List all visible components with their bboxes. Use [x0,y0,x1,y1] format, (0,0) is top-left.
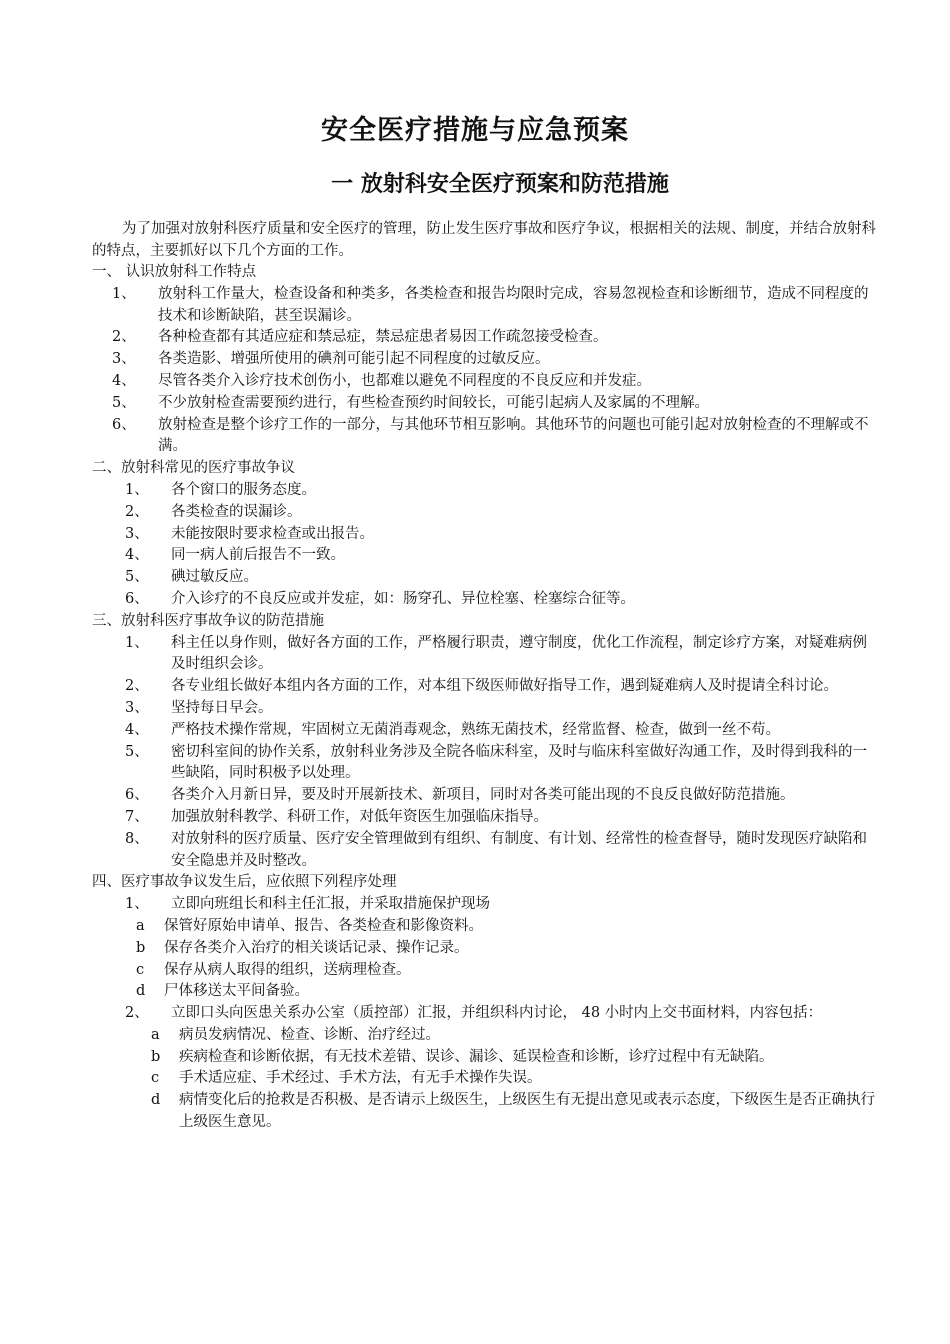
list-item [92,371,882,393]
procedure-step [92,894,882,916]
item-number: 5、 [112,394,136,411]
list-item [92,545,882,567]
sub-item-text: 病员发病情况、检查、诊断、治疗经过。 [179,1026,440,1043]
list-item [92,829,882,873]
sub-item-letter: c [151,1070,160,1087]
sub-item-text: 保存从病人取得的组织，送病理检查。 [164,961,411,978]
sub-item-letter: d [151,1092,161,1109]
list-item [92,567,882,589]
sub-item [92,981,882,1003]
list-item [92,524,882,546]
item-text: 介入诊疗的不良反应或并发症，如：肠穿孔、异位栓塞、栓塞综合征等。 [171,590,635,607]
item-number: 2、 [125,1005,149,1022]
sub-item-text: 保存各类介入治疗的相关谈话记录、操作记录。 [164,939,469,956]
item-number: 1、 [125,481,149,498]
sub-item [92,1025,882,1047]
sub-item [92,938,882,960]
item-number: 7、 [125,808,149,825]
list-item [92,349,882,371]
list-item [92,415,882,459]
sub-item-text: 尸体移送太平间备验。 [164,983,309,1000]
list-item [92,284,882,328]
sub-item-letter: b [136,939,146,956]
list-item [92,589,882,611]
item-number: 3、 [112,351,136,368]
item-text: 不少放射检查需要预约进行，有些检查预约时间较长，可能引起病人及家属的不理解。 [158,394,709,411]
item-number: 4、 [125,547,149,564]
item-text: 科主任以身作则，做好各方面的工作，严格履行职责，遵守制度，优化工作流程，制定诊疗方案，对疑难病例及时组织会诊。 [171,634,867,673]
sub-item-text: 病情变化后的抢救是否积极、是否请示上级医生，上级医生有无提出意见或表示态度，下级医生是否正确执行上级医生意见。 [179,1092,875,1131]
list-item [92,742,882,786]
chapter-heading: 一 放射科安全医疗预案和防范措施 [331,171,669,197]
item-text: 密切科室间的协作关系，放射科业务涉及全院各临床科室，及时与临床科室做好沟通工作，及时得到我科的一些缺陷，同时积极予以处理。 [171,743,867,782]
list-item [92,633,882,677]
intro-paragraph: 为了加强对放射科医疗质量和安全医疗的管理，防止发生医疗事故和医疗争议，根据相关的法规、制度，并结合放射科的特点，主要抓好以下几个方面的工作。 [92,221,876,259]
document-body [92,218,882,1134]
item-text: 各类造影、增强所使用的碘剂可能引起不同程度的过敏反应。 [158,351,550,368]
item-number: 1、 [112,285,136,302]
sub-item [92,1068,882,1090]
item-text: 放射检查是整个诊疗工作的一部分，与其他环节相互影响。其他环节的问题也可能引起对放射检查的不理解或不满。 [158,416,869,455]
sub-item-letter: b [151,1048,161,1065]
item-number: 1、 [125,896,149,913]
list-item [92,480,882,502]
sub-item-text: 保管好原始申请单、报告、各类检查和影像资料。 [164,917,483,934]
sub-item-letter: a [151,1026,160,1043]
step-2-sublist [92,1025,882,1134]
item-number: 2、 [125,678,149,695]
list-item [92,785,882,807]
sub-item-letter: a [136,917,145,934]
section-2-list [92,480,882,611]
item-text: 对放射科的医疗质量、医疗安全管理做到有组织、有制度、有计划、经常性的检查督导，随时发现医疗缺陷和安全隐患并及时整改。 [171,830,867,869]
item-text: 各类检查的误漏诊。 [171,503,302,520]
sub-item-text: 疾病检查和诊断依据，有无技术差错、误诊、漏诊、延误检查和诊断，诊疗过程中有无缺陷。 [179,1048,774,1065]
sub-item-text: 手术适应症、手术经过、手术方法，有无手术操作失误。 [179,1070,542,1087]
list-item [92,807,882,829]
item-number: 1、 [125,634,149,651]
item-number: 4、 [125,721,149,738]
section-1-list [92,284,882,458]
item-text: 立即口头向医患关系办公室（质控部）汇报，并组织科内讨论， 48 小时内上交书面材料，内容包括： [171,1005,823,1022]
item-text: 碘过敏反应。 [171,569,258,586]
item-text: 各个窗口的服务态度。 [171,481,316,498]
section-heading-3: 三、放射科医疗事故争议的防范措施 [92,612,324,629]
item-text: 立即向班组长和科主任汇报，并采取措施保护现场 [171,896,490,913]
list-item [92,502,882,524]
item-number: 6、 [125,590,149,607]
item-text: 加强放射科教学、科研工作，对低年资医生加强临床指导。 [171,808,548,825]
procedure-step [92,1003,882,1025]
item-text: 未能按限时要求检查或出报告。 [171,525,374,542]
list-item [92,720,882,742]
section-3-list [92,633,882,873]
item-number: 2、 [112,329,136,346]
item-text: 各种检查都有其适应症和禁忌症，禁忌症患者易因工作疏忽接受检查。 [158,329,608,346]
item-text: 放射科工作量大，检查设备和种类多，各类检查和报告均限时完成，容易忽视检查和诊断细节，造成不同程度的技术和诊断缺陷，甚至误漏诊。 [158,285,869,324]
item-number: 2、 [125,503,149,520]
item-text: 同一病人前后报告不一致。 [171,547,345,564]
item-text: 尽管各类介入诊疗技术创伤小，也都难以避免不同程度的不良反应和并发症。 [158,372,651,389]
list-item [92,327,882,349]
sub-item [92,960,882,982]
item-number: 3、 [125,525,149,542]
sub-item [92,1047,882,1069]
document-title: 安全医疗措施与应急预案 [321,115,629,146]
item-text: 各专业组长做好本组内各方面的工作，对本组下级医师做好指导工作，遇到疑难病人及时提请全科讨论。 [171,678,838,695]
item-number: 3、 [125,699,149,716]
item-number: 8、 [125,830,149,847]
section-heading-4: 四、医疗事故争议发生后，应依照下列程序处理 [92,874,397,891]
item-number: 6、 [112,416,136,433]
item-text: 各类介入月新日异，要及时开展新技术、新项目，同时对各类可能出现的不良反良做好防范措施。 [171,787,795,804]
item-number: 5、 [125,569,149,586]
section-heading-1: 一、 认识放射科工作特点 [92,264,257,280]
item-number: 5、 [125,743,149,760]
list-item [92,698,882,720]
item-text: 严格技术操作常规，牢固树立无菌消毒观念，熟练无菌技术，经常监督、检查，做到一丝不苟。 [171,721,780,738]
list-item [92,676,882,698]
sub-item [92,916,882,938]
section-heading-2: 二、放射科常见的医疗事故争议 [92,460,295,477]
item-number: 4、 [112,372,136,389]
list-item [92,393,882,415]
sub-item [92,1090,882,1134]
item-number: 6、 [125,787,149,804]
sub-item-letter: d [136,983,146,1000]
step-1-sublist [92,916,882,1003]
item-text: 坚持每日早会。 [171,699,273,716]
sub-item-letter: c [136,961,145,978]
